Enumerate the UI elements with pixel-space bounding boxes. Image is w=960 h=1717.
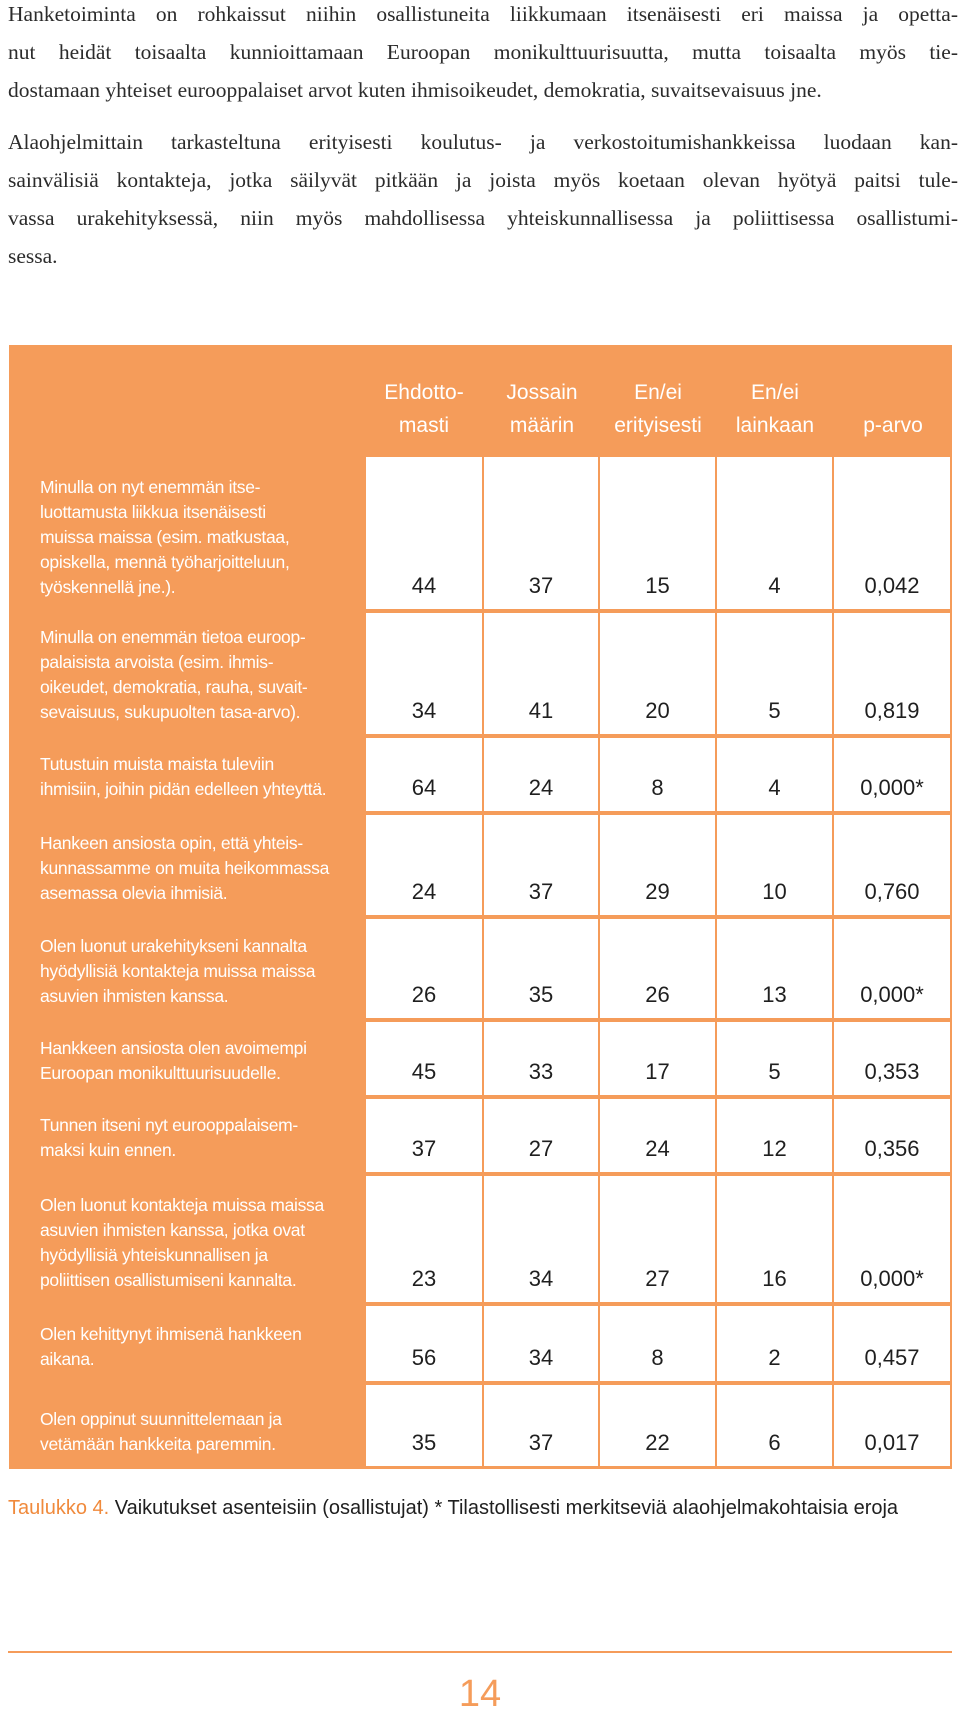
p-value: 0,000*: [860, 1266, 924, 1291]
percentage-value: 35: [411, 1430, 437, 1455]
percentage-value: 13: [762, 982, 787, 1007]
paragraph-1: [8, 0, 958, 109]
percentage-value: 24: [645, 1136, 670, 1161]
header-en-ei-lainkaan: En/ei lainkaan: [735, 381, 815, 437]
row-label-line: työskennellä jne.).: [40, 577, 176, 597]
percentage-value: 8: [651, 1345, 664, 1370]
row-label-line: asuvien ihmisten kanssa.: [40, 986, 229, 1006]
percentage-value: 37: [528, 573, 554, 598]
p-value: 0,017: [864, 1430, 920, 1455]
p-value: 0,353: [864, 1059, 920, 1084]
percentage-value: 27: [645, 1266, 670, 1291]
row-label: [40, 1193, 360, 1293]
percentage-value: 4: [768, 775, 781, 800]
row-label-line: Olen oppinut suunnittelemaan ja: [40, 1409, 282, 1429]
header-jossain-maarin: Jossain määrin: [506, 381, 578, 437]
p-value: 0,000*: [860, 775, 924, 800]
row-label: [40, 752, 360, 802]
row-label-line: ihmisiin, joihin pidän edelleen yhteyttä.: [40, 779, 327, 799]
percentage-value: 34: [528, 1266, 554, 1291]
percentage-value: 64: [411, 775, 437, 800]
percentage-value: 10: [762, 879, 787, 904]
percentage-value: 20: [645, 698, 670, 723]
percentage-value: 5: [768, 698, 781, 723]
row-label-line: asemassa olevia ihmisiä.: [40, 883, 228, 903]
header-ehdottomasti: Ehdotto- masti: [384, 381, 464, 437]
row-label-line: Hankkeen ansiosta olen avoimempi: [40, 1038, 307, 1058]
p-value: 0,000*: [860, 982, 924, 1007]
percentage-value: 2: [768, 1345, 781, 1370]
paragraph-line: Alaohjelmittain tarkasteltuna erityisesti koulutus- ja verkostoitumishankkeissa luodaan kan-: [8, 130, 958, 154]
header-p-arvo: p-arvo: [863, 414, 923, 437]
percentage-value: 17: [645, 1059, 670, 1084]
percentage-value: 56: [411, 1345, 437, 1370]
percentage-value: 34: [411, 698, 437, 723]
paragraph-line: nut heidät toisaalta kunnioittamaan Euroopan monikulttuurisuutta, mutta toisaalta myös tie-: [8, 40, 958, 64]
percentage-value: 6: [768, 1430, 781, 1455]
row-label-line: aikana.: [40, 1349, 95, 1369]
row-label: [40, 1407, 360, 1457]
paragraph-line: vassa urakehityksessä, niin myös mahdollisessa yhteiskunnallisessa ja poliittisessa osallistumi-: [8, 206, 958, 230]
row-label-line: Minulla on nyt enemmän itse-: [40, 477, 261, 497]
table-caption: [8, 1497, 898, 1520]
row-label: [40, 1113, 360, 1163]
percentage-value: 12: [762, 1136, 787, 1161]
percentage-value: 8: [651, 775, 664, 800]
row-label-line: Minulla on enemmän tietoa euroop-: [40, 627, 306, 647]
row-label-line: opiskella, mennä työharjoitteluun,: [40, 552, 290, 572]
row-label: [40, 625, 360, 725]
row-label-line: muissa maissa (esim. matkustaa,: [40, 527, 290, 547]
percentage-value: 29: [645, 879, 670, 904]
header-en-ei-erityisesti: En/ei erityisesti: [614, 381, 702, 437]
percentage-value: 24: [528, 775, 554, 800]
percentage-value: 26: [645, 982, 670, 1007]
row-label-line: Tutustuin muista maista tuleviin: [40, 754, 274, 774]
percentage-value: 34: [528, 1345, 554, 1370]
row-label-line: Euroopan monikulttuurisuudelle.: [40, 1063, 281, 1083]
row-label: [40, 1036, 360, 1086]
row-label-line: Olen luonut kontakteja muissa maissa: [40, 1195, 324, 1215]
paragraph-2: [8, 123, 958, 275]
percentage-value: 16: [762, 1266, 787, 1291]
row-label: [40, 934, 360, 1009]
paragraph-line: sainvälisiä kontakteja, jotka säilyvät pitkään ja joista myös koetaan olevan hyötyä paitsi tule-: [8, 168, 958, 192]
p-value: 0,356: [864, 1136, 920, 1161]
paragraph-line: sessa.: [8, 244, 58, 268]
row-label-line: Tunnen itseni nyt eurooppalaisem-: [40, 1115, 298, 1135]
percentage-value: 41: [528, 698, 554, 723]
row-label: [40, 1322, 360, 1372]
paragraph-line: dostamaan yhteiset eurooppalaiset arvot kuten ihmisoikeudet, demokratia, suvaitsevaisuus jne.: [8, 78, 822, 102]
row-label-line: vetämään hankkeita paremmin.: [40, 1434, 276, 1454]
row-label-line: Olen kehittynyt ihmisenä hankkeen: [40, 1324, 302, 1344]
row-label-line: maksi kuin ennen.: [40, 1140, 176, 1160]
percentage-value: 5: [768, 1059, 781, 1084]
footer-rule: [8, 1651, 952, 1653]
percentage-value: 35: [528, 982, 554, 1007]
row-label-line: luottamusta liikkua itsenäisesti: [40, 502, 266, 522]
p-value: 0,760: [864, 879, 920, 904]
row-label-line: sevaisuus, sukupuolten tasa-arvo).: [40, 702, 301, 722]
page-number: 14: [458, 1673, 502, 1715]
percentage-value: 22: [645, 1430, 670, 1455]
row-label-line: asuvien ihmisten kanssa, jotka ovat: [40, 1220, 305, 1240]
percentage-value: 24: [411, 879, 437, 904]
row-label-line: palaisista arvoista (esim. ihmis-: [40, 652, 274, 672]
percentage-value: 23: [411, 1266, 437, 1291]
row-label-line: Hankeen ansiosta opin, että yhteis-: [40, 833, 303, 853]
row-label-line: hyödyllisiä yhteiskunnallisen ja: [40, 1245, 268, 1265]
row-label: [40, 475, 360, 600]
row-label-line: hyödyllisiä kontakteja muissa maissa: [40, 961, 316, 981]
row-label-line: Olen luonut urakehitykseni kannalta: [40, 936, 307, 956]
paragraph-line: Hanketoiminta on rohkaissut niihin osallistuneita liikkumaan itsenäisesti eri maissa ja opetta-: [8, 2, 958, 26]
percentage-value: 37: [528, 879, 554, 904]
caption-lead: Taulukko 4.: [8, 1497, 110, 1519]
row-label-line: kunnassamme on muita heikommassa: [40, 858, 330, 878]
percentage-value: 15: [645, 573, 670, 598]
p-value: 0,457: [864, 1345, 920, 1370]
percentage-value: 45: [411, 1059, 437, 1084]
row-label-line: poliittisen osallistumiseni kannalta.: [40, 1270, 297, 1290]
percentage-value: 44: [411, 573, 437, 598]
percentage-value: 4: [768, 573, 781, 598]
percentage-value: 27: [528, 1136, 554, 1161]
percentage-value: 26: [411, 982, 437, 1007]
p-value: 0,042: [864, 573, 920, 598]
row-label: [40, 831, 360, 906]
percentage-value: 37: [411, 1136, 437, 1161]
p-value: 0,819: [864, 698, 920, 723]
row-label-line: oikeudet, demokratia, rauha, suvait-: [40, 677, 308, 697]
caption-text: Vaikutukset asenteisiin (osallistujat) * Tilastollisesti merkitseviä alaohjelmakohtaisia eroja: [109, 1497, 899, 1519]
percentage-value: 33: [528, 1059, 554, 1084]
percentage-value: 37: [528, 1430, 554, 1455]
